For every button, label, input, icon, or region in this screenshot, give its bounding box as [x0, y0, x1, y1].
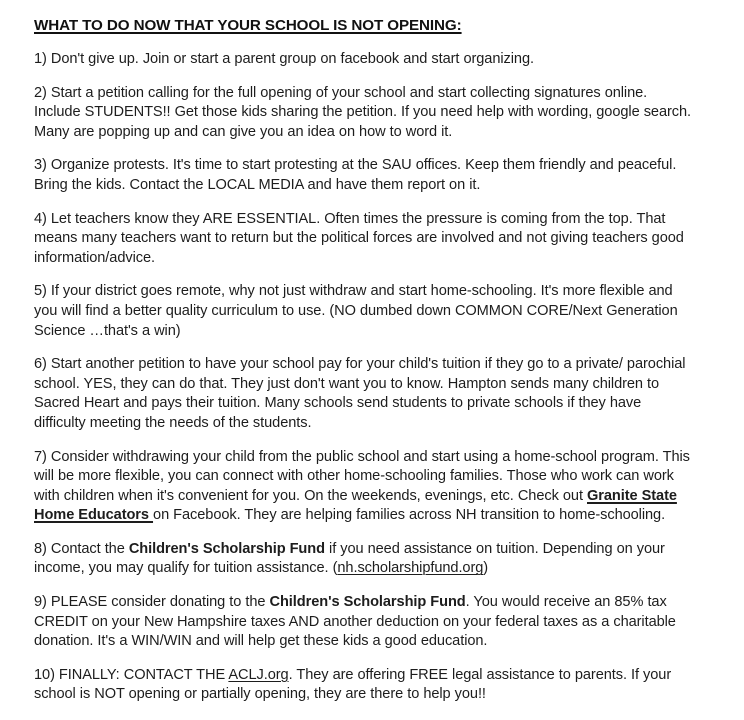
list-item-with-link — [34, 448, 692, 526]
paragraph-text-lead: 10) FINALLY: CONTACT THE — [34, 666, 229, 683]
list-item: 3) Organize protests. It's time to start protesting at the SAU offices. Keep them friendly and peaceful. Bring the kids. Contact the LOCAL MEDIA and have them report on it. — [34, 157, 677, 193]
list-item-with-link — [34, 666, 692, 705]
paragraph-text-tail: on Facebook. They are helping families across NH transition to home-schooling. — [153, 507, 666, 524]
paragraph-text-lead: 8) Contact the — [34, 540, 129, 557]
paragraph-text-tail: . They are offering FREE legal assistance to parents. If your school is NOT opening or partially opening, they are there to help you!! — [34, 666, 672, 703]
aclj-url-link[interactable]: ACLJ.org — [228, 666, 289, 683]
list-item: 1) Don't give up. Join or start a parent group on facebook and start organizing. — [34, 51, 534, 67]
childrens-scholarship-fund-name: Children's Scholarship Fund — [269, 594, 466, 611]
scholarshipfund-url-link[interactable]: nh.scholarshipfund.org — [337, 560, 484, 577]
list-item: 6) Start another petition to have your school pay for your child's tuition if they go to a private/ parochial school. YES, they can do that. They just don't want you to know. Hampton sends many children to Sacred Heart and pays their tuition. Many schools send students to private schools if they have difficulty meeting the needs of the students. — [34, 356, 686, 431]
paragraph-text-tail: . You would receive an 85% tax CREDIT on your New Hampshire taxes AND another deduction on your federal taxes as a charitable donation. It's a WIN/WIN and will help get these kids a good education. — [34, 594, 676, 650]
paragraph-text-tail: ) — [483, 560, 489, 577]
paragraph-text-lead: 7) Consider withdrawing your child from the public school and start using a home-school program. This will be more flexible, you can connect with other home-schooling families. Those who work can work with children when it's convenient for you. On the weekends, evenings, etc. Check out — [34, 448, 690, 504]
list-item: 4) Let teachers know they ARE ESSENTIAL. Often times the pressure is coming from the top. That means many teachers want to return but the political forces are involved and not giving teachers good information/advice. — [34, 210, 684, 266]
paragraph-text-mid: if you need assistance on tuition. Depending on your income, you may qualify for tuition assistance. ( — [34, 540, 665, 577]
childrens-scholarship-fund-name: Children's Scholarship Fund — [128, 540, 325, 557]
page-title — [34, 16, 692, 36]
list-item-with-bold — [34, 593, 692, 652]
list-item-with-link — [34, 540, 692, 579]
granite-state-home-educators-link[interactable]: Granite State Home Educators — [34, 487, 677, 524]
paragraph-text-lead: 9) PLEASE consider donating to the — [34, 594, 270, 611]
list-item: 2) Start a petition calling for the full opening of your school and start collecting signatures online. Include STUDENTS!! Get those kids sharing the petition. If you need help with wording, google search. Many are popping up and can give you an idea on how to word it. — [34, 84, 691, 140]
list-item: 5) If your district goes remote, why not just withdraw and start home-schooling. It's more flexible and you will find a better quality curriculum to use. (NO dumbed down COMMON CORE/Next Generation Science …that's a win) — [34, 283, 678, 339]
page-title-text: WHAT TO DO NOW THAT YOUR SCHOOL IS NOT OPENING: — [34, 17, 462, 34]
